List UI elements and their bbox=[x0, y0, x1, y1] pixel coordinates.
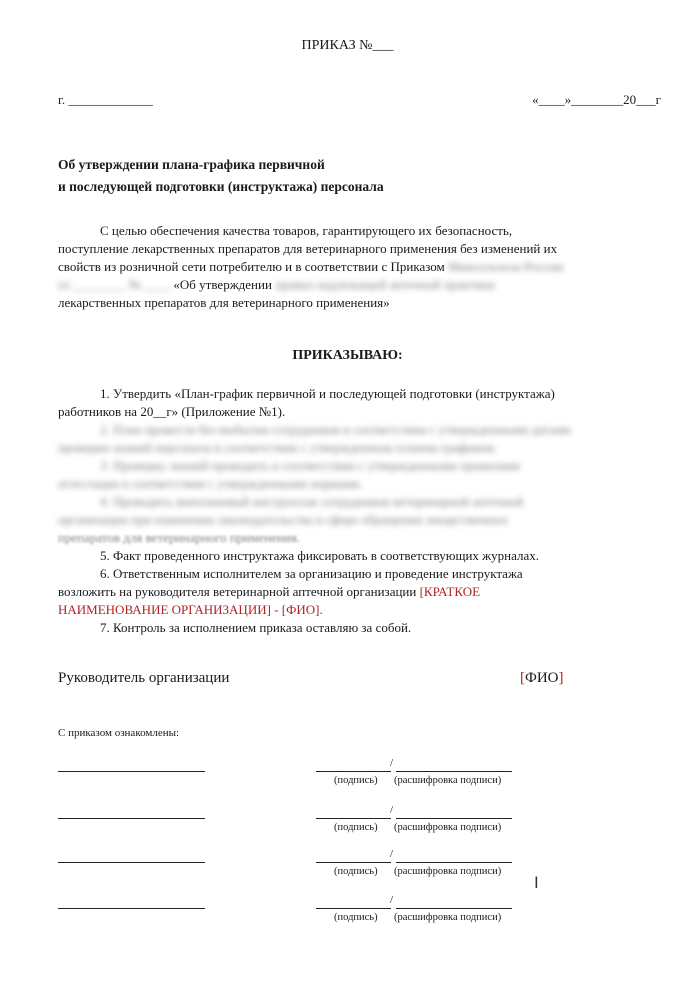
item-6-cont: возложить на руководителя ветеринарной аптечной организации [КРАТКОЕ bbox=[58, 584, 481, 599]
head-label: Руководитель организации bbox=[58, 670, 230, 686]
text-cursor-icon: I bbox=[534, 873, 539, 892]
subject-line-1: Об утверждении плана-графика первичной bbox=[58, 157, 325, 172]
item-1: 1. Утвердить «План-график первичной и последующей подготовки (инструктажа) bbox=[100, 386, 555, 401]
preamble bbox=[58, 222, 666, 312]
date-field: «____»________20___г bbox=[532, 92, 661, 107]
redacted-text: правил надлежащей аптечной практики bbox=[275, 277, 495, 292]
redacted-item: препаратов для ветеринарного применения. bbox=[58, 530, 301, 545]
document-title: ПРИКАЗ №___ bbox=[301, 38, 394, 53]
redacted-text: от ________ № ____ bbox=[58, 277, 171, 292]
slash: / bbox=[390, 894, 394, 906]
name-line[interactable] bbox=[58, 862, 205, 863]
decode-label: (расшифровка подписи) bbox=[394, 912, 502, 923]
preamble-line-1: С целью обеспечения качества товаров, гарантирующего их безопасность, bbox=[100, 223, 513, 238]
name-line[interactable] bbox=[58, 818, 205, 819]
acquainted-label: С приказом ознакомлены: bbox=[58, 727, 180, 739]
name-line[interactable] bbox=[58, 771, 205, 772]
redacted-text: Минсельхоза России bbox=[448, 259, 564, 274]
slash: / bbox=[390, 757, 394, 769]
signature-label: (подпись) bbox=[334, 866, 378, 877]
redacted-item: 2. План провести без выбытия сотрудников в соответствии с утвержденными датами bbox=[100, 422, 571, 437]
slash: / bbox=[390, 804, 394, 816]
preamble-line-2: поступление лекарственных препаратов для ветеринарного применения без изменений их bbox=[58, 241, 558, 256]
decode-line[interactable] bbox=[396, 908, 512, 909]
redacted-item: организации при изменении законодательства в сфере обращения лекарственных bbox=[58, 512, 509, 527]
item-7: 7. Контроль за исполнением приказа оставляю за собой. bbox=[100, 620, 412, 635]
item-5: 5. Факт проведенного инструктажа фиксировать в соответствующих журналах. bbox=[100, 548, 540, 563]
decode-line[interactable] bbox=[396, 818, 512, 819]
order-items bbox=[58, 385, 666, 637]
preamble-line-3: свойств из розничной сети потребителю и в соответствии с Приказом Минсельхоза России bbox=[58, 259, 564, 274]
item-1-cont: работников на 20__г» (Приложение №1). bbox=[58, 404, 286, 419]
placeholder-org-short: [КРАТКОЕ bbox=[419, 584, 481, 599]
placeholder-org-fio: НАИМЕНОВАНИЕ ОРГАНИЗАЦИИ] - [ФИО]. bbox=[58, 602, 323, 617]
redacted-item: 4. Проводить внеплановый инструктаж сотрудников ветеринарной аптечной bbox=[100, 494, 524, 509]
redacted-item: 3. Проверку знаний проводить в соответствии с утвержденными правилами bbox=[100, 458, 520, 473]
decode-label: (расшифровка подписи) bbox=[394, 866, 502, 877]
decode-label: (расшифровка подписи) bbox=[394, 775, 502, 786]
signature-line[interactable] bbox=[316, 818, 391, 819]
city-field: г. _____________ bbox=[58, 92, 153, 107]
name-line[interactable] bbox=[58, 908, 205, 909]
redacted-item: аттестации в соответствии с утвержденными нормами. bbox=[58, 476, 363, 491]
signature-line[interactable] bbox=[316, 771, 391, 772]
preamble-line-4: от ________ № ____ «Об утверждении правил надлежащей аптечной практики bbox=[58, 277, 495, 292]
signature-label: (подпись) bbox=[334, 822, 378, 833]
decode-line[interactable] bbox=[396, 862, 512, 863]
signature-label: (подпись) bbox=[334, 775, 378, 786]
item-6: 6. Ответственным исполнителем за организацию и проведение инструктажа bbox=[100, 566, 523, 581]
subject-line-2: и последующей подготовки (инструктажа) персонала bbox=[58, 179, 384, 194]
signature-line[interactable] bbox=[316, 862, 391, 863]
redacted-item: проверки знаний персонала в соответствии с утвержденным планом-графиком. bbox=[58, 440, 498, 455]
slash: / bbox=[390, 848, 394, 860]
order-subject bbox=[58, 154, 384, 198]
preamble-line-5: лекарственных препаратов для ветеринарного применения» bbox=[58, 295, 390, 310]
signature-line[interactable] bbox=[316, 908, 391, 909]
signature-label: (подпись) bbox=[334, 912, 378, 923]
orders-heading: ПРИКАЗЫВАЮ: bbox=[292, 348, 403, 363]
decode-line[interactable] bbox=[396, 771, 512, 772]
head-fio-placeholder: [ФИО] bbox=[520, 670, 564, 686]
decode-label: (расшифровка подписи) bbox=[394, 822, 502, 833]
